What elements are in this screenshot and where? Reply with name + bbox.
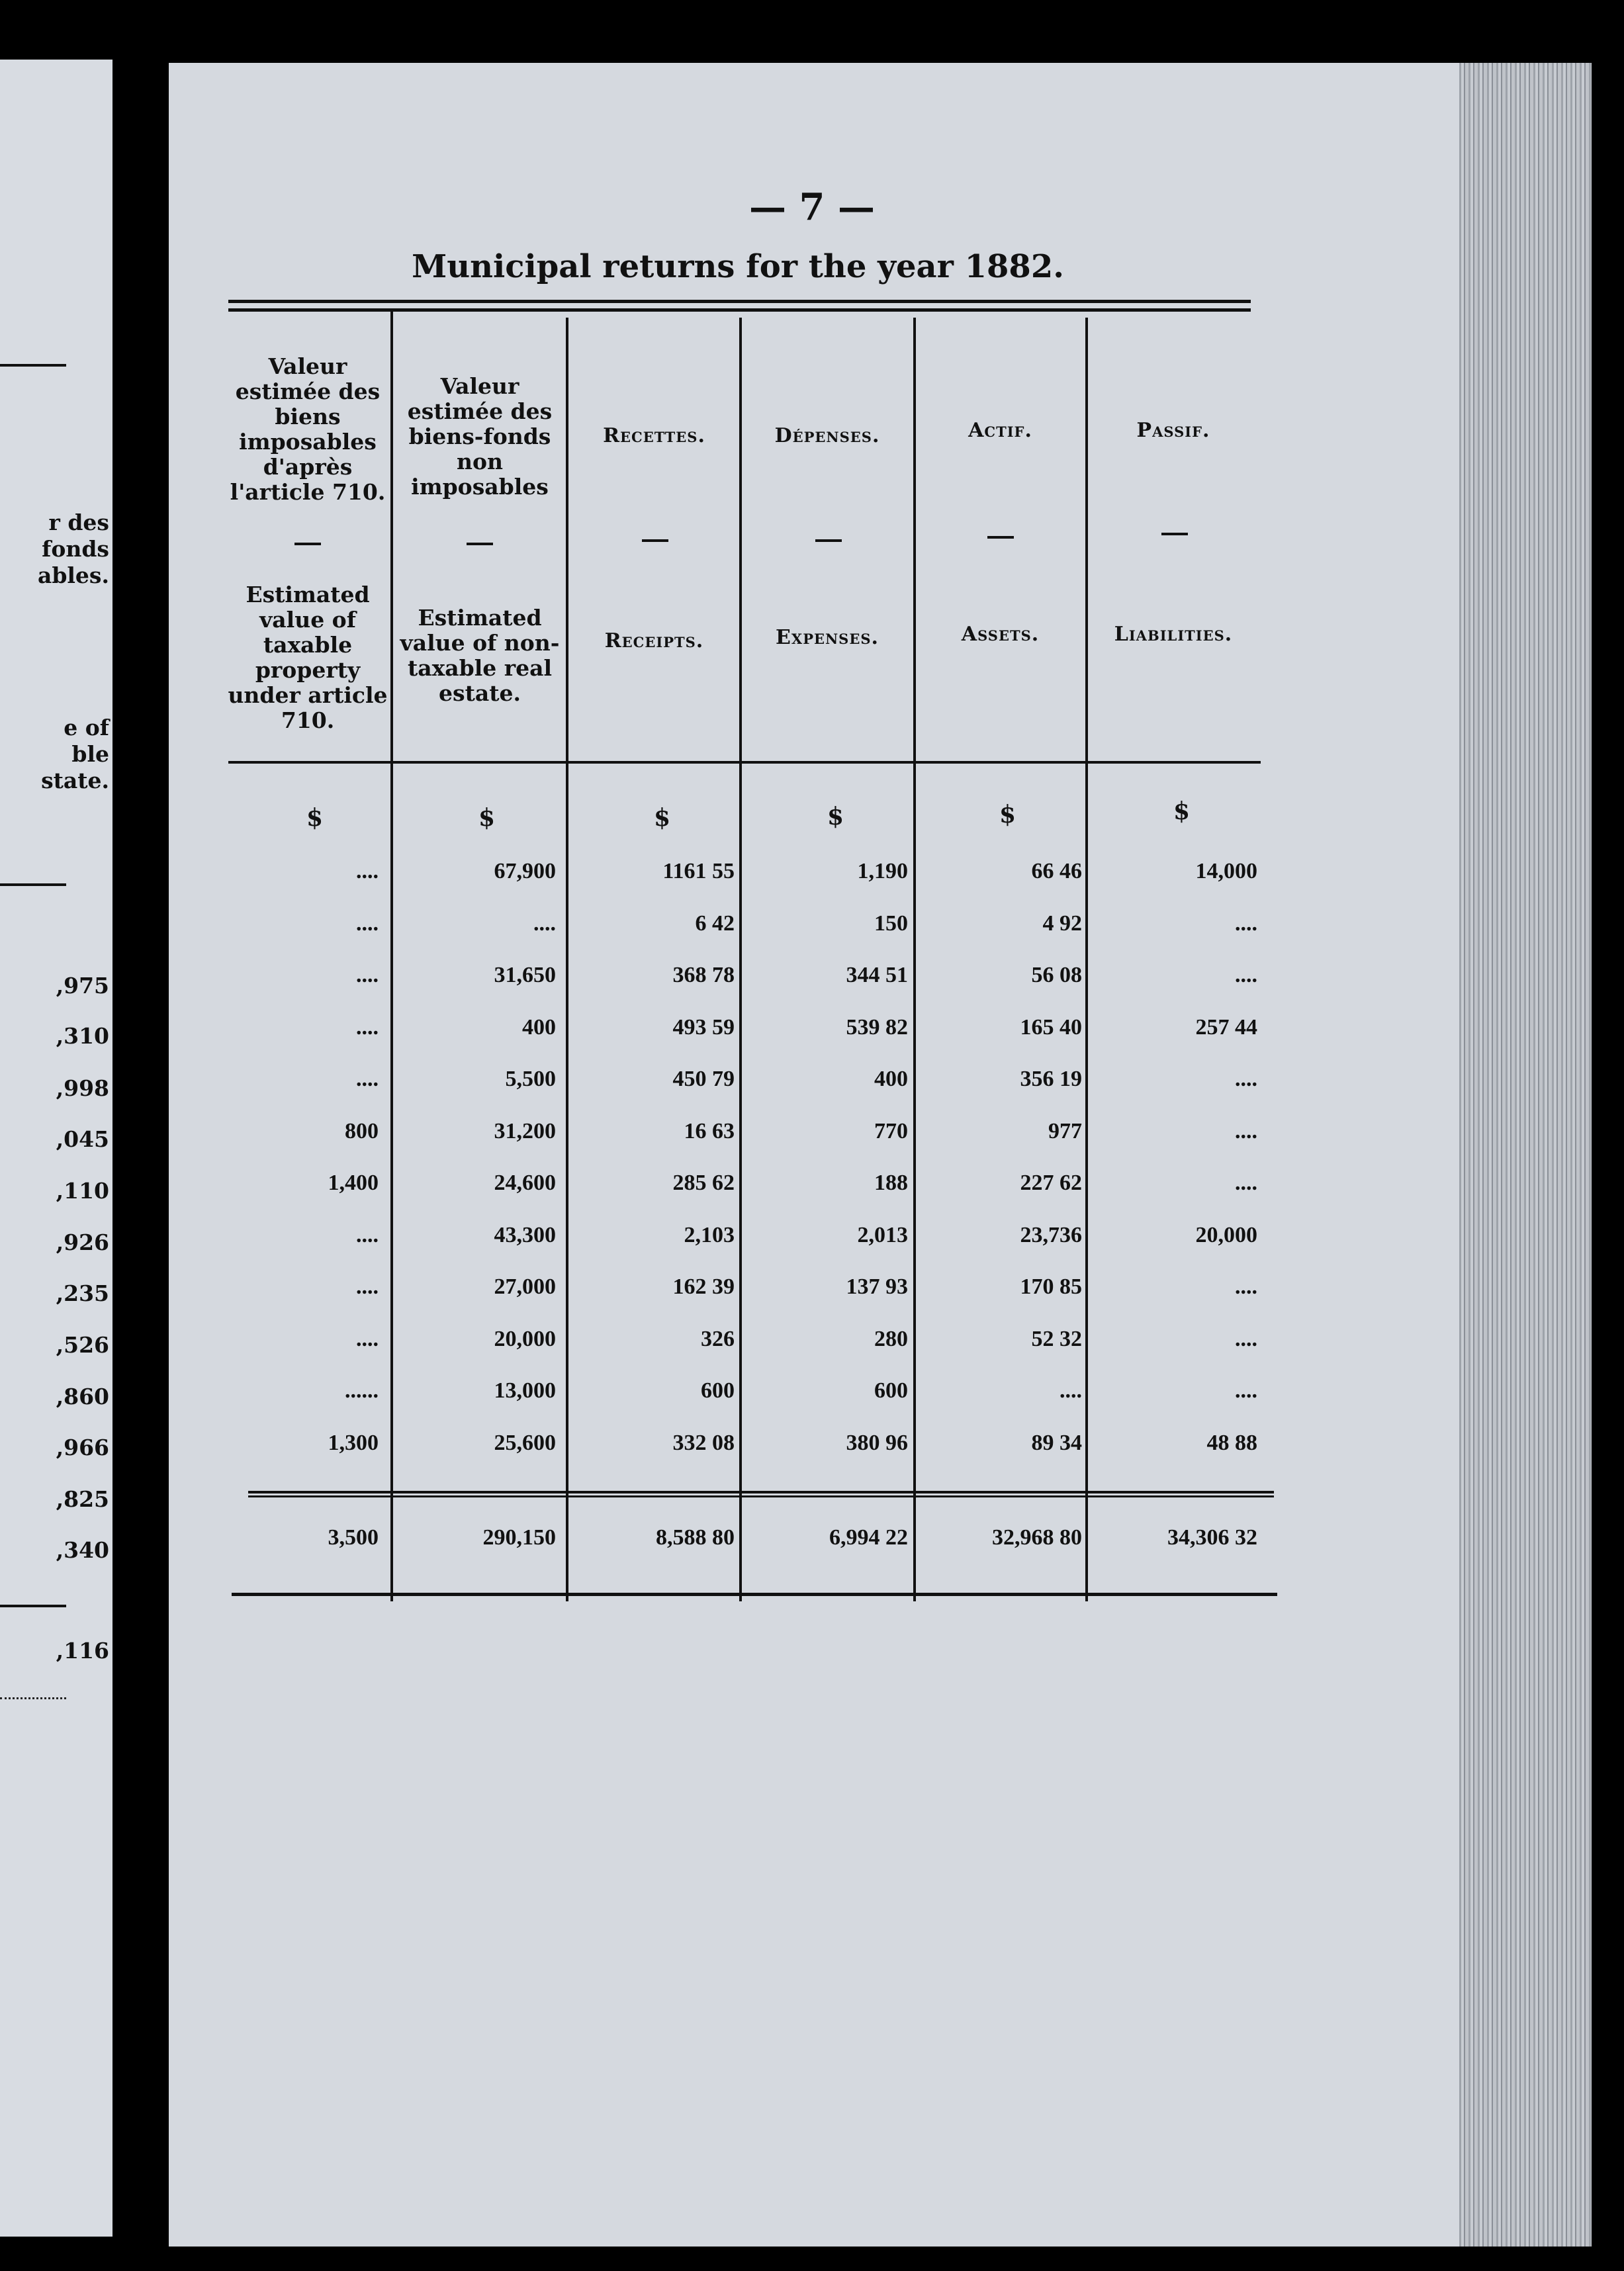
column-header-dash [642,539,668,542]
facing-page-rule [0,364,66,367]
table-cell: 380 96 [846,1431,908,1455]
table-cell: .... [1235,1119,1257,1143]
table-cell: 24,600 [494,1171,556,1195]
column-header-fr: Recettes. [603,424,705,447]
table-cell: 4 92 [1042,911,1082,936]
column-separator [390,311,393,1601]
table-cell: 257 44 [1195,1015,1257,1040]
facing-page-number: ,116 [56,1638,109,1664]
table-cell: 332 08 [672,1431,735,1455]
facing-page-text: ables. [37,562,109,588]
column-separator [739,318,742,1601]
table-cell: .... [356,1067,379,1091]
table-cell: .... [356,911,379,936]
table-cell: 539 82 [846,1015,908,1040]
table-cell: .... [356,1223,379,1247]
facing-page-number: ,825 [56,1486,109,1512]
table-cell: .... [356,1015,379,1040]
facing-page-text: e of [64,715,109,740]
table-cell: 600 [874,1378,908,1403]
column-header-en: Estimated value of non-taxable real estate. [400,605,560,706]
table-bottom-rule [232,1593,1277,1596]
facing-page-number: ,340 [56,1537,109,1563]
facing-page-dotted-rule [0,1697,66,1699]
table-cell: 5,500 [505,1067,556,1091]
total-cell: 6,994 22 [829,1525,908,1550]
column-header-en: Estimated value of taxable property under article 710. [228,582,388,733]
table-cell: 67,900 [494,859,556,883]
table-cell: .... [1235,1327,1257,1351]
table-cell: 20,000 [494,1327,556,1351]
total-cell: 8,588 80 [656,1525,735,1550]
column-header-fr: Valeur estimée des biens imposables d'après l'article 710. [230,353,386,505]
table-cell: .... [356,1327,379,1351]
table-cell: 1,190 [857,859,908,883]
table-cell: .... [1060,1378,1082,1403]
table-cell: 400 [522,1015,556,1040]
table-cell: 56 08 [1031,963,1082,987]
table-cell: 170 85 [1020,1274,1082,1299]
table-cell: .... [356,1274,379,1299]
table-cell: 356 19 [1020,1067,1082,1091]
table-cell: 6 42 [695,911,735,936]
table-cell: 227 62 [1020,1171,1082,1195]
table-cell: 162 39 [672,1274,735,1299]
table-cell: .... [356,963,379,987]
table-cell: 400 [874,1067,908,1091]
table-cell: .... [1235,911,1257,936]
table-cell: .... [1235,1067,1257,1091]
currency-symbol: $ [654,804,671,832]
facing-page-text: state. [41,768,109,793]
table-top-rule [228,300,1251,303]
table-cell: 23,736 [1020,1223,1082,1247]
column-separator [1085,318,1088,1601]
table-cell: 31,200 [494,1119,556,1143]
table-cell: 89 34 [1031,1431,1082,1455]
table-cell: .... [1235,1171,1257,1195]
table-top-rule [228,308,1251,312]
table-cell: 25,600 [494,1431,556,1455]
facing-page-text: ble [71,741,109,767]
table-cell: 1,300 [328,1431,379,1455]
table-cell: 977 [1048,1119,1082,1143]
currency-symbol: $ [478,804,496,832]
facing-page-number: ,998 [56,1075,109,1101]
page-title: Municipal returns for the year 1882. [412,248,1064,285]
column-header-dash [1161,533,1188,535]
table-cell: 800 [345,1119,379,1143]
total-cell: 32,968 80 [992,1525,1082,1550]
column-header-dash [987,536,1014,539]
column-header-fr: Actif. [968,419,1032,442]
table-cell: 450 79 [672,1067,735,1091]
book-gutter [113,60,165,2243]
facing-page-rule [0,1605,66,1607]
header-bottom-rule [228,761,1261,764]
table-cell: 1161 55 [662,859,735,883]
totals-rule [248,1491,1274,1493]
column-header-fr: Passif. [1136,419,1210,442]
facing-page-number: ,110 [56,1178,109,1204]
page-edge [1459,63,1592,2247]
column-separator [566,318,568,1601]
facing-page-text: fonds [42,536,109,562]
column-header-en: Receipts. [604,629,704,652]
table-cell: 600 [701,1378,735,1403]
table-cell: 2,013 [857,1223,908,1247]
table-cell: 2,103 [684,1223,735,1247]
column-header-dash [815,539,842,542]
table-cell: 31,650 [494,963,556,987]
facing-page-fragment [0,60,113,2237]
table-cell: 43,300 [494,1223,556,1247]
table-cell: 150 [874,911,908,936]
table-cell: .... [1235,963,1257,987]
table-cell: 27,000 [494,1274,556,1299]
total-cell: 290,150 [482,1525,556,1550]
facing-page-number: ,310 [56,1023,109,1049]
table-cell: 344 51 [846,963,908,987]
table-cell: .... [1235,1378,1257,1403]
table-cell: 137 93 [846,1274,908,1299]
column-header-en: Expenses. [776,626,879,649]
table-cell: 770 [874,1119,908,1143]
facing-page-number: ,926 [56,1229,109,1255]
table-cell: 368 78 [672,963,735,987]
currency-symbol: $ [306,804,324,832]
table-cell: 165 40 [1020,1015,1082,1040]
table-cell: 16 63 [684,1119,735,1143]
table-cell: .... [356,859,379,883]
table-cell: 285 62 [672,1171,735,1195]
currency-symbol: $ [1173,797,1191,825]
table-cell: 326 [701,1327,735,1351]
table-cell: 66 46 [1031,859,1082,883]
table-cell: 52 32 [1031,1327,1082,1351]
facing-page-number: ,860 [56,1384,109,1409]
column-header-fr: Valeur estimée des biens-fonds non imposables [407,373,553,500]
page-number: — 7 — [749,185,875,229]
table-cell: 20,000 [1195,1223,1257,1247]
column-separator [913,318,916,1601]
column-header-dash [294,543,321,545]
table-cell: 280 [874,1327,908,1351]
table-cell: .... [533,911,556,936]
facing-page-number: ,045 [56,1126,109,1152]
facing-page-number: ,526 [56,1332,109,1358]
totals-rule [248,1495,1274,1497]
column-header-en: Assets. [961,623,1040,646]
currency-symbol: $ [827,803,844,830]
facing-page-number: ,966 [56,1435,109,1460]
table-cell: 493 59 [672,1015,735,1040]
column-header-dash [467,543,493,545]
table-cell: 188 [874,1171,908,1195]
column-header-fr: Dépenses. [774,424,880,447]
facing-page-number: ,975 [56,973,109,999]
table-cell: 13,000 [494,1378,556,1403]
facing-page-rule [0,883,66,886]
table-cell: 1,400 [328,1171,379,1195]
currency-symbol: $ [999,801,1016,828]
column-header-en: Liabilities. [1114,623,1233,646]
total-cell: 34,306 32 [1167,1525,1257,1550]
facing-page-text: r des [48,510,109,535]
table-cell: .... [1235,1274,1257,1299]
table-cell: 14,000 [1195,859,1257,883]
total-cell: 3,500 [328,1525,379,1550]
facing-page-number: ,235 [56,1280,109,1306]
table-cell: 48 88 [1206,1431,1257,1455]
table-cell: ...... [345,1378,379,1403]
